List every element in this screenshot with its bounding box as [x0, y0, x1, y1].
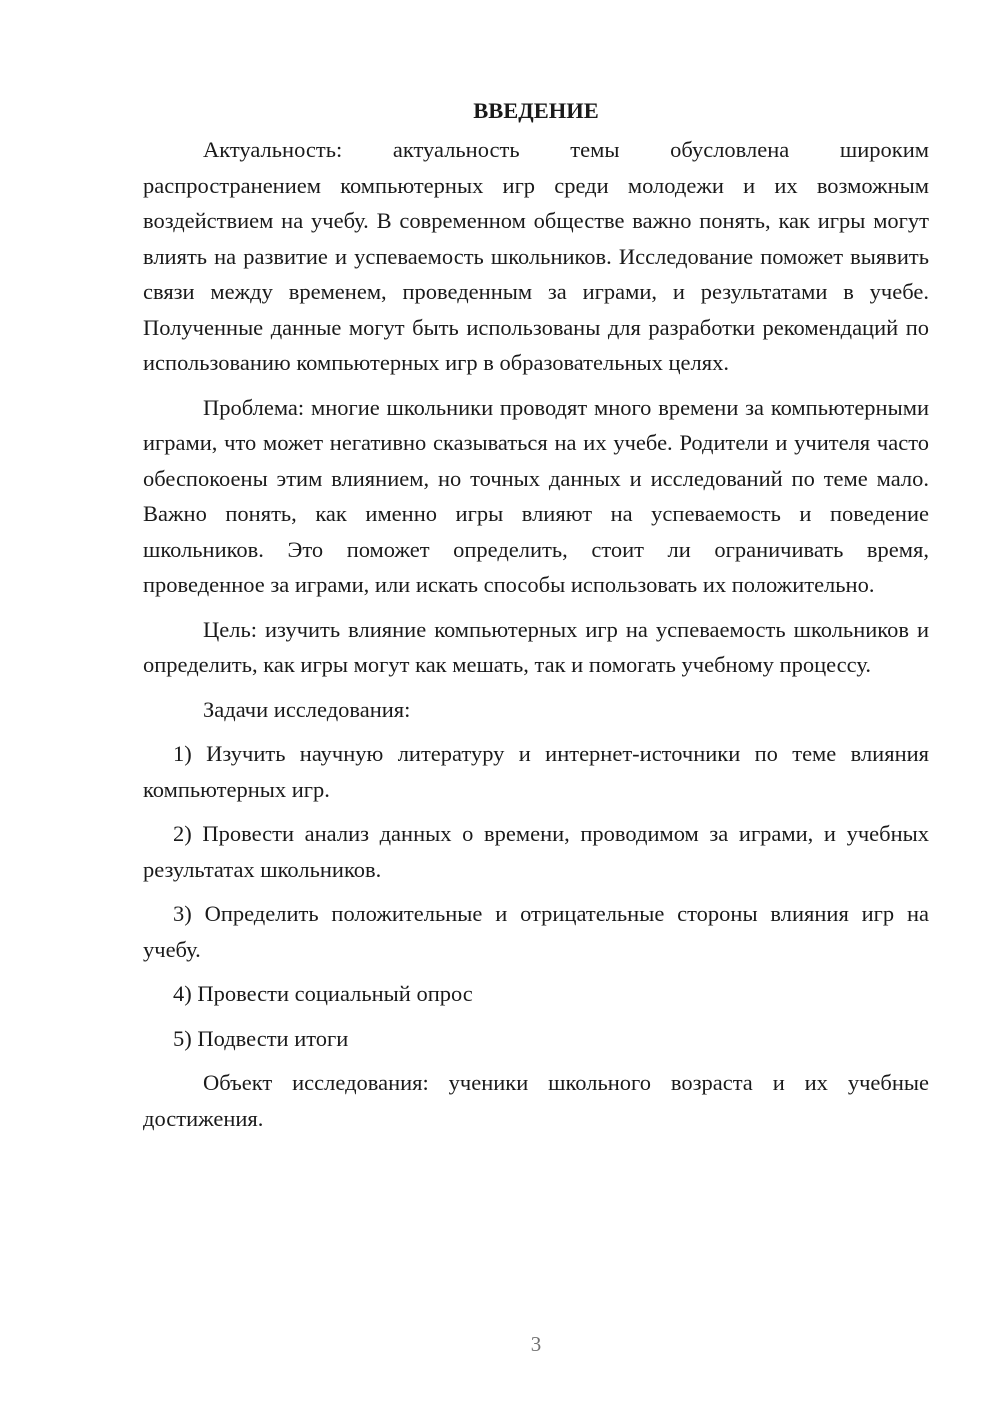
task-item-5: 5) Подвести итоги — [173, 1025, 349, 1051]
problem-paragraph: Проблема: многие школьники проводят много времени за компьютерными играми, что может негативно сказываться на их учебе. Родители и учителя часто обеспокоены этим влиянием, но точных данных и исследований по теме мало. Важно понять, как именно игры влияют на успеваемость и поведение школьников. Это поможет определить, стоит ли ограничивать время, проведенное за играми, или искать способы использовать их положительно. — [143, 394, 929, 597]
object-paragraph: Объект исследования: ученики школьного возраста и их учебные достижения. — [143, 1070, 929, 1131]
goal-paragraph: Цель: изучить влияние компьютерных игр на успеваемость школьников и определить, как игры могут как мешать, так и помогать учебному процессу. — [143, 616, 929, 677]
page-title: ВВЕДЕНИЕ — [473, 98, 599, 123]
page-content — [143, 93, 929, 1145]
relevance-paragraph: Актуальность: актуальность темы обусловлена широким распространением компьютерных игр среди молодежи и их возможным воздействием на учебу. В современном обществе важно понять, как игры могут влиять на развитие и успеваемость школьников. Исследование поможет выявить связи между временем, проведенным за играми, и результатами в учебе. Полученные данные могут быть использованы для разработки рекомендаций по использованию компьютерных игр в образовательных целях. — [143, 137, 929, 375]
task-item-1: 1) Изучить научную литературу и интернет-источники по теме влияния компьютерных игр. — [143, 741, 929, 802]
task-item-2: 2) Провести анализ данных о времени, проводимом за играми, и учебных результатах школьников. — [143, 821, 929, 882]
task-item-3: 3) Определить положительные и отрицательные стороны влияния игр на учебу. — [143, 901, 929, 962]
task-item-4: 4) Провести социальный опрос — [173, 981, 473, 1006]
tasks-heading: Задачи исследования: — [203, 696, 411, 722]
tasks-list — [143, 736, 929, 1056]
page-number: 3 — [530, 1332, 542, 1356]
